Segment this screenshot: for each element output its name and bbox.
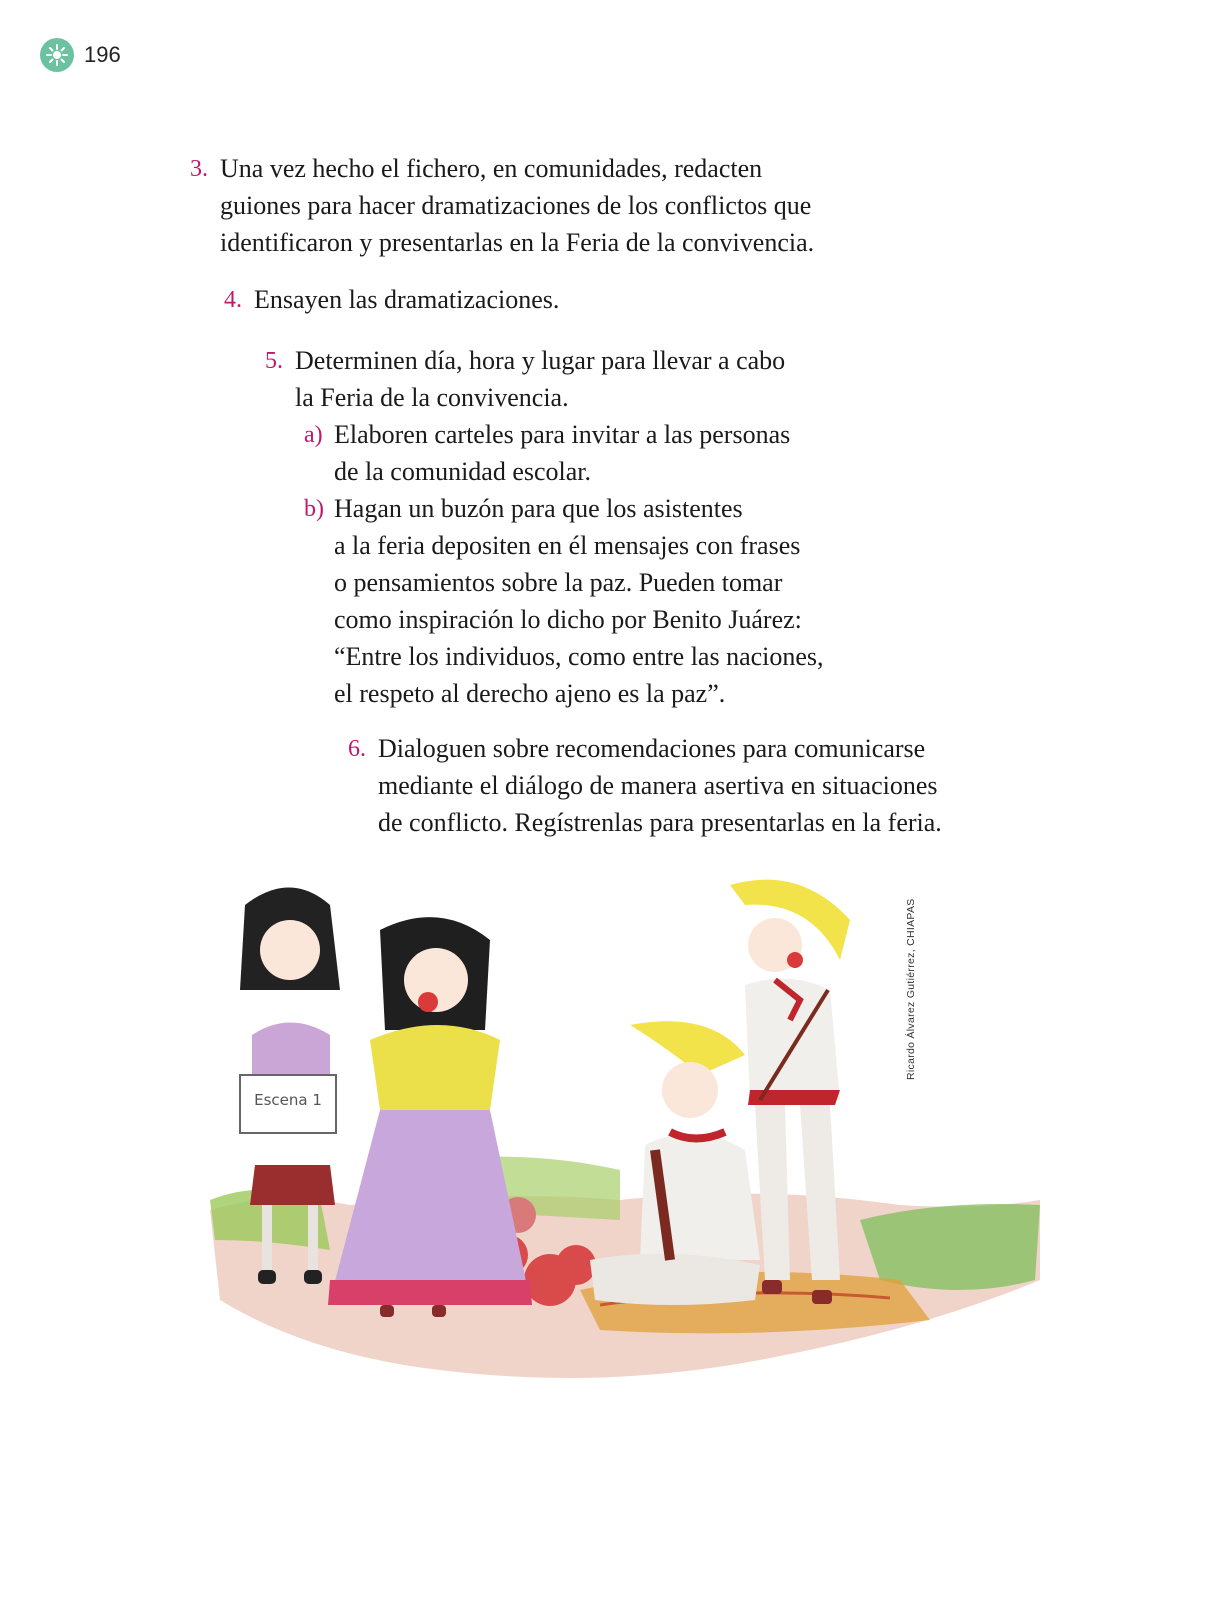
item-text-line: identificaron y presentarlas en la Feria de la convivencia. [220, 228, 815, 257]
item-number: 5. [265, 348, 283, 374]
item-number: 3. [190, 156, 208, 182]
subitem-a [304, 416, 791, 490]
subitem-letter: a) [304, 422, 323, 448]
scene-sign-text: Escena 1 [254, 1091, 322, 1109]
item-text-line: de conflicto. Regístrenlas para presentarlas en la feria. [378, 808, 942, 837]
children-drama-illustration [200, 860, 1060, 1400]
girl-yellow-blouse [328, 917, 532, 1317]
item-number: 6. [348, 736, 366, 762]
instruction-item-3 [190, 150, 815, 261]
instruction-item-6 [348, 730, 942, 841]
instruction-item-4 [224, 281, 560, 318]
sun-icon [40, 38, 74, 72]
item-text-line: Una vez hecho el fichero, en comunidades, redacten [220, 154, 763, 183]
subitem-text-line: de la comunidad escolar. [334, 457, 592, 486]
illustration-credit: Ricardo Álvarez Gutiérrez, CHIAPAS [905, 898, 917, 1080]
item-text-line: guiones para hacer dramatizaciones de los conflictos que [220, 191, 812, 220]
page-number: 196 [84, 42, 121, 67]
subitem-text-line: “Entre los individuos, como entre las naciones, [334, 642, 824, 671]
subitem-text-line: como inspiración lo dicho por Benito Juárez: [334, 605, 802, 634]
item-text-line: la Feria de la convivencia. [295, 383, 569, 412]
subitem-text-line: o pensamientos sobre la paz. Pueden tomar [334, 568, 783, 597]
item-text-line: Ensayen las dramatizaciones. [254, 285, 560, 314]
subitem-text-line: a la feria depositen en él mensajes con frases [334, 531, 801, 560]
subitem-text-line: Elaboren carteles para invitar a las personas [334, 420, 791, 449]
item-number: 4. [224, 287, 242, 313]
subitem-text-line: Hagan un buzón para que los asistentes [334, 494, 743, 523]
subitem-letter: b) [304, 496, 324, 522]
item-text-line: mediante el diálogo de manera asertiva en situaciones [378, 771, 938, 800]
instruction-item-5 [265, 342, 786, 416]
item-text-line: Dialoguen sobre recomendaciones para comunicarse [378, 734, 926, 763]
subitem-b [304, 490, 824, 712]
page-number-block [40, 38, 121, 72]
item-text-line: Determinen día, hora y lugar para llevar a cabo [295, 346, 786, 375]
boy-sitting [590, 1021, 760, 1305]
subitem-text-line: el respeto al derecho ajeno es la paz”. [334, 679, 726, 708]
